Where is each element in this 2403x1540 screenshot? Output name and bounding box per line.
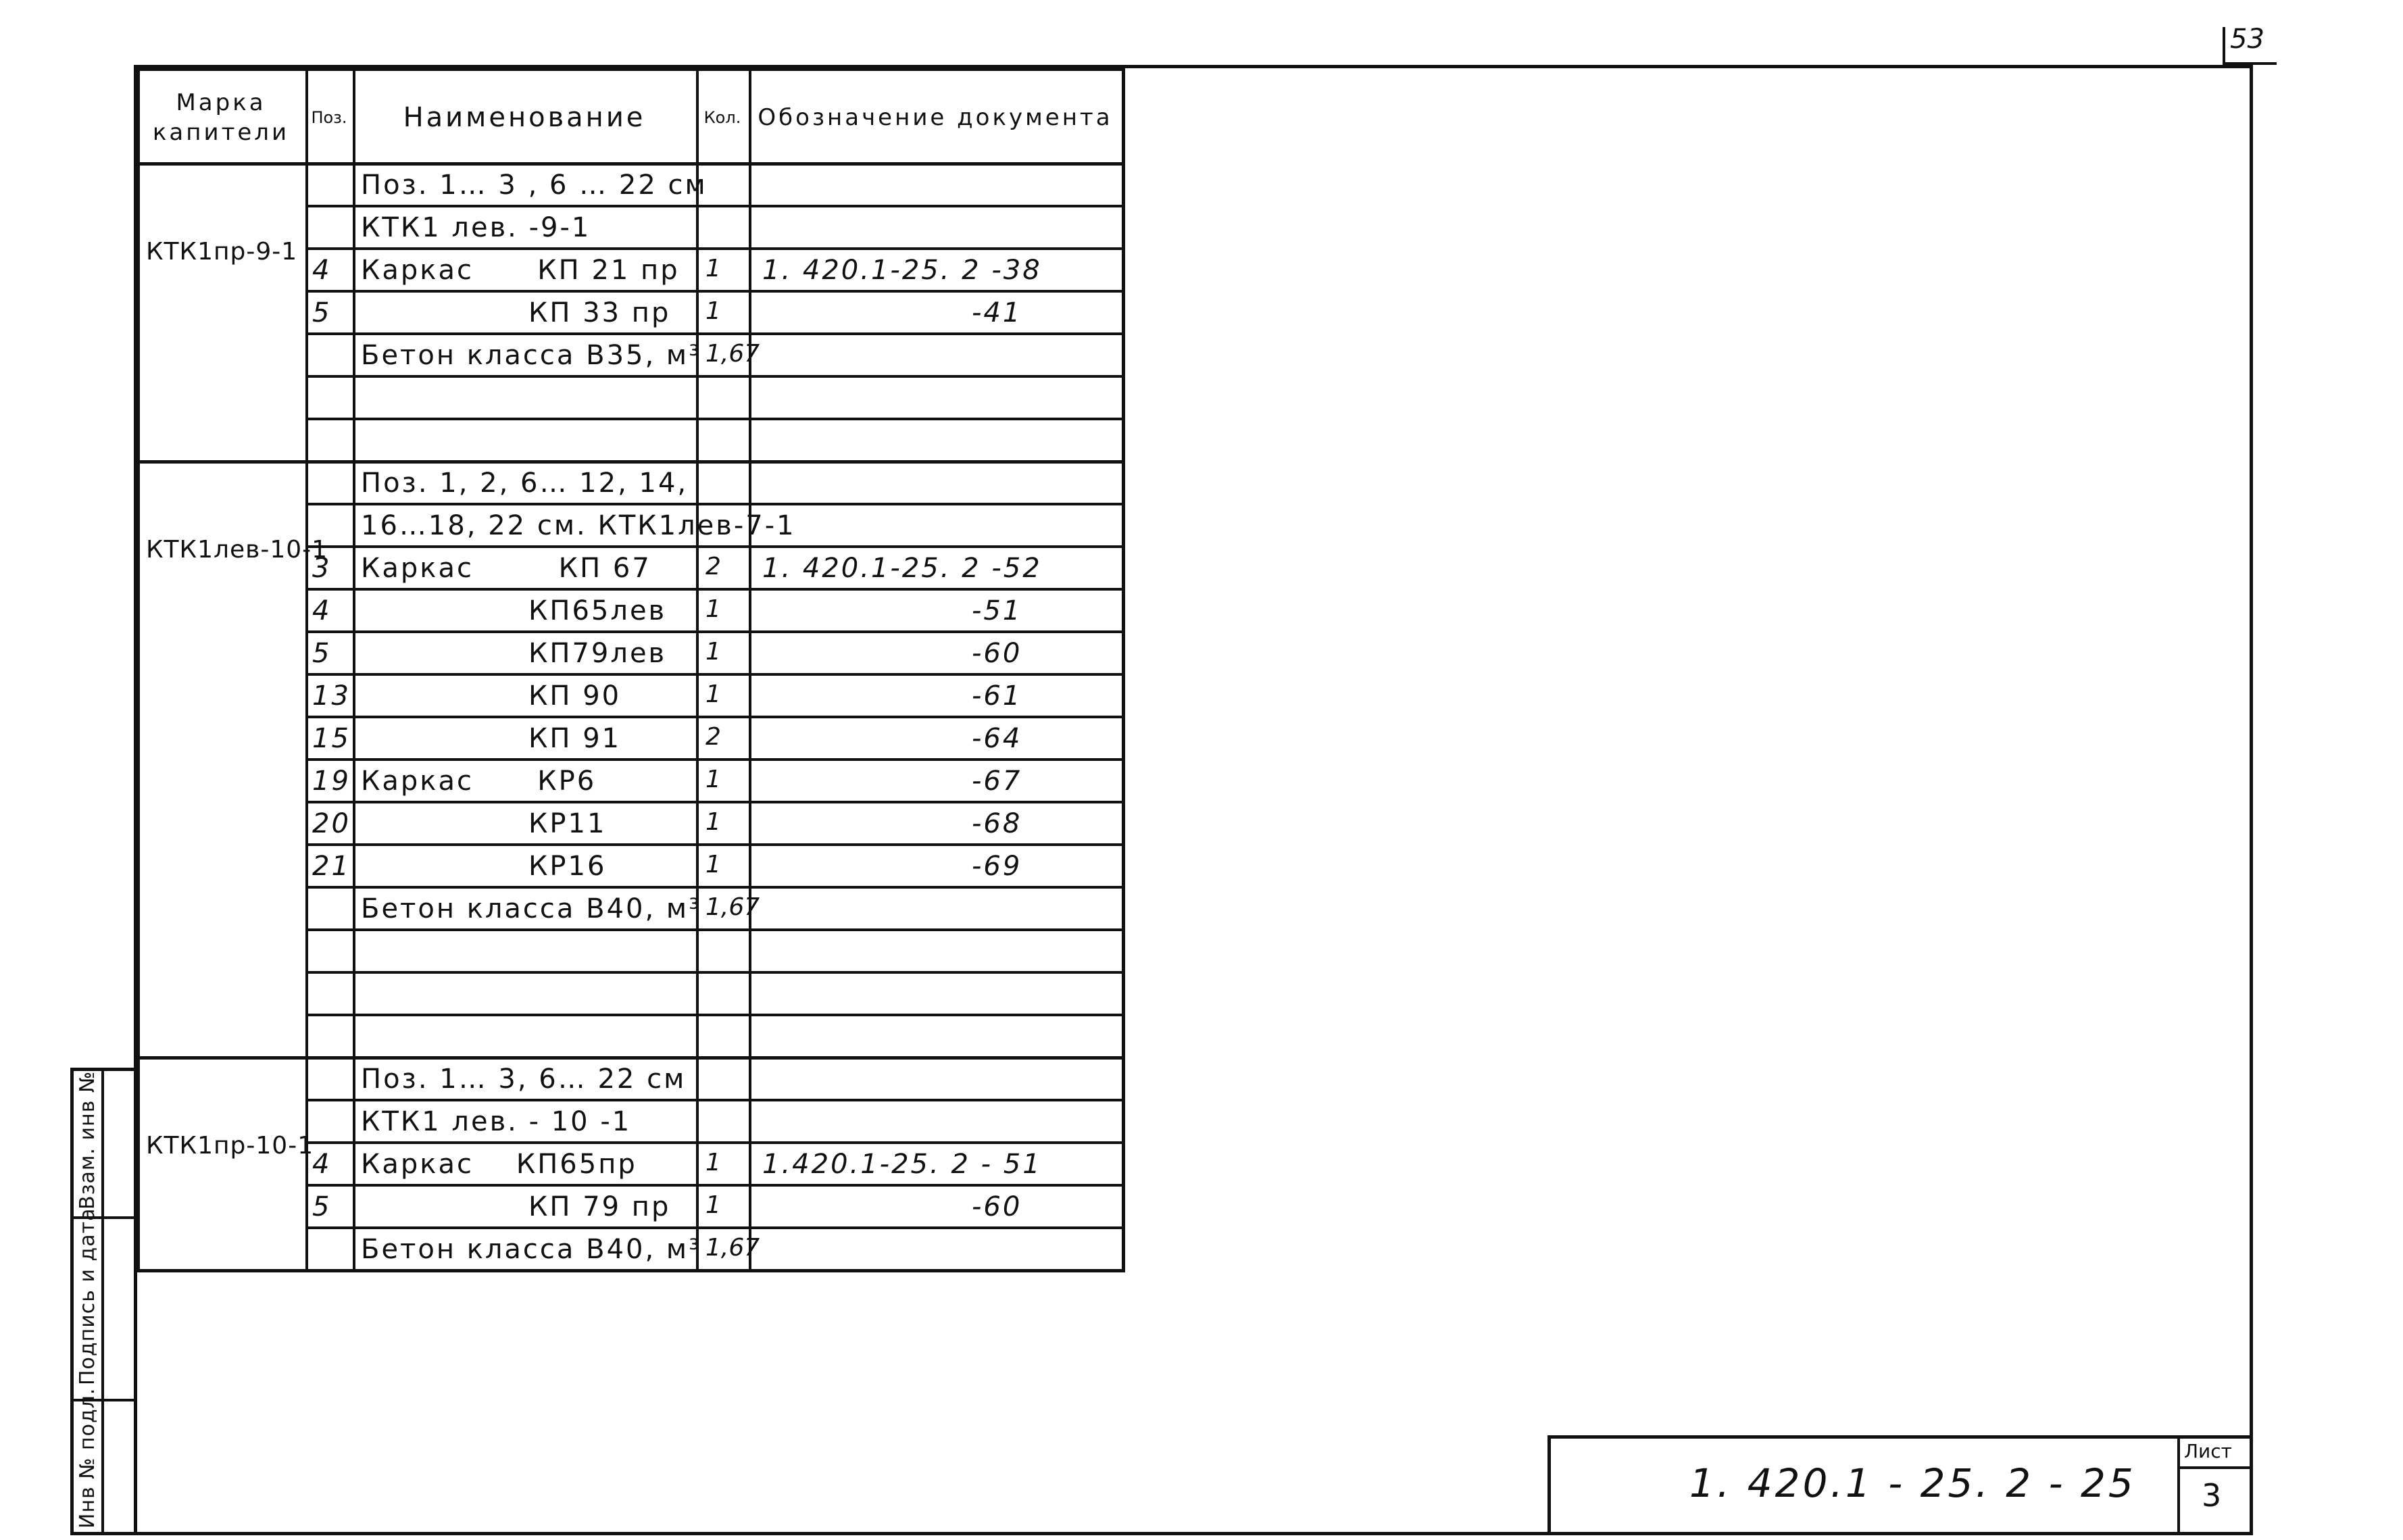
row-name: Каркас КП 67 xyxy=(361,553,651,584)
row-name: КТК1 лев. -9-1 xyxy=(361,212,591,243)
row-line xyxy=(305,290,1122,293)
row-line xyxy=(305,886,1122,889)
row-pos: 21 xyxy=(312,851,351,882)
row-name: Бетон класса В40, м³ xyxy=(361,1234,702,1265)
group-mark: КТК1пр-10-1 xyxy=(146,1132,314,1160)
row-pos: 15 xyxy=(312,723,351,754)
row-name: КР11 xyxy=(528,808,607,839)
row-pos: 3 xyxy=(312,553,332,584)
row-name: Каркас КП 21 пр xyxy=(361,255,680,286)
row-qty: 1 xyxy=(705,766,721,793)
row-line xyxy=(305,843,1122,846)
row-line xyxy=(305,1014,1122,1016)
row-doc: -41 xyxy=(972,297,1022,328)
row-name: КП65лев xyxy=(528,595,667,626)
row-name: КР16 xyxy=(528,851,607,882)
row-pos: 5 xyxy=(312,1191,332,1222)
row-qty: 1 xyxy=(705,680,721,708)
row-doc: -61 xyxy=(972,680,1022,712)
row-doc: -64 xyxy=(972,723,1022,754)
row-name: Каркас КР6 xyxy=(361,766,597,797)
row-name: КП 33 пр xyxy=(528,297,671,328)
row-line xyxy=(305,673,1122,676)
row-qty: 1 xyxy=(705,851,721,878)
row-name: КТК1 лев. - 10 -1 xyxy=(361,1106,632,1137)
header-mark: Марка капители xyxy=(152,89,290,146)
sheet-number: 3 xyxy=(2202,1477,2222,1514)
row-doc: -67 xyxy=(972,766,1022,797)
row-name: Поз. 1… 3, 6… 22 см xyxy=(361,1064,687,1095)
row-name: 16…18, 22 см. КТК1лев-7-1 xyxy=(361,510,796,541)
row-line xyxy=(305,758,1122,761)
header-qty: Кол. xyxy=(703,108,741,127)
row-line xyxy=(305,971,1122,974)
row-line xyxy=(305,630,1122,633)
row-qty: 1,67 xyxy=(705,1234,760,1262)
title-block-sheet-divider xyxy=(2177,1435,2180,1535)
table-top-line xyxy=(137,68,1122,71)
row-pos: 4 xyxy=(312,595,332,626)
row-pos: 5 xyxy=(312,297,332,328)
row-doc: 1. 420.1-25. 2 -52 xyxy=(762,553,1042,584)
table-header-bottom-line xyxy=(137,162,1122,166)
table-col-line-5 xyxy=(1122,68,1125,1272)
row-name: КП 90 xyxy=(528,680,622,712)
row-qty: 1,67 xyxy=(705,340,760,368)
row-pos: 5 xyxy=(312,638,332,669)
row-line xyxy=(305,588,1122,591)
group-mark: КТК1лев-10-1 xyxy=(146,536,328,564)
row-qty: 2 xyxy=(705,723,721,751)
row-doc: 1.420.1-25. 2 - 51 xyxy=(762,1149,1042,1180)
row-name: КП 79 пр xyxy=(528,1191,671,1222)
row-name: Поз. 1, 2, 6… 12, 14, xyxy=(361,468,689,499)
row-name: Бетон класса В40, м³ xyxy=(361,893,702,924)
row-name: Поз. 1… 3 , 6 … 22 см xyxy=(361,170,708,201)
row-qty: 1 xyxy=(705,595,721,623)
group-separator xyxy=(137,1056,1122,1060)
row-line xyxy=(305,801,1122,803)
side-stamp-inv-podl: Инв № подл. xyxy=(76,1387,99,1529)
row-doc: -69 xyxy=(972,851,1022,882)
row-name: КП79лев xyxy=(528,638,667,669)
row-line xyxy=(305,545,1122,548)
sheet-label: Лист xyxy=(2184,1440,2232,1462)
title-block-sheet-sep xyxy=(2177,1466,2253,1469)
row-pos: 4 xyxy=(312,255,332,286)
row-line xyxy=(305,247,1122,250)
header-name: Наименование xyxy=(403,102,646,133)
row-doc: -68 xyxy=(972,808,1022,839)
row-pos: 19 xyxy=(312,766,351,797)
header-pos: Поз. xyxy=(311,108,347,127)
group-mark: КТК1пр-9-1 xyxy=(146,238,298,266)
frame-tick xyxy=(2223,27,2225,68)
row-line xyxy=(305,205,1122,207)
row-doc: -51 xyxy=(972,595,1022,626)
row-line xyxy=(305,1141,1122,1144)
row-line xyxy=(305,418,1122,420)
row-doc: -60 xyxy=(972,638,1022,669)
row-qty: 1 xyxy=(705,1191,721,1219)
table-col-line-0 xyxy=(137,68,140,1272)
row-line xyxy=(305,1226,1122,1229)
row-line xyxy=(305,1099,1122,1101)
row-line xyxy=(305,375,1122,378)
row-qty: 1 xyxy=(705,255,721,282)
document-designation: 1. 420.1 - 25. 2 - 25 xyxy=(1689,1460,2136,1506)
row-line xyxy=(305,928,1122,931)
row-pos: 4 xyxy=(312,1149,332,1180)
row-qty: 1 xyxy=(705,297,721,325)
side-stamp-podpis-data: Подпись и дата xyxy=(76,1208,99,1385)
row-line xyxy=(305,1184,1122,1187)
group-separator xyxy=(137,460,1122,464)
row-qty: 1,67 xyxy=(705,893,760,921)
group-separator xyxy=(137,1269,1122,1272)
row-doc: -60 xyxy=(972,1191,1022,1222)
row-qty: 1 xyxy=(705,638,721,666)
row-pos: 13 xyxy=(312,680,351,712)
row-qty: 1 xyxy=(705,1149,721,1176)
row-line xyxy=(305,503,1122,505)
row-pos: 20 xyxy=(312,808,351,839)
row-line xyxy=(305,716,1122,718)
header-doc: Обозначение документа xyxy=(758,104,1113,131)
side-stamp-vzam-inv: Взам. инв № xyxy=(76,1070,99,1210)
row-line xyxy=(305,332,1122,335)
page-number: 53 xyxy=(2230,24,2264,55)
side-stamp-divider xyxy=(101,1068,104,1535)
row-name: КП 91 xyxy=(528,723,622,754)
row-name: Каркас КП65пр xyxy=(361,1149,637,1180)
row-name: Бетон класса В35, м³ xyxy=(361,340,702,371)
row-qty: 1 xyxy=(705,808,721,836)
row-doc: 1. 420.1-25. 2 -38 xyxy=(762,255,1042,286)
frame-tick-h xyxy=(2223,62,2277,65)
row-qty: 2 xyxy=(705,553,721,580)
